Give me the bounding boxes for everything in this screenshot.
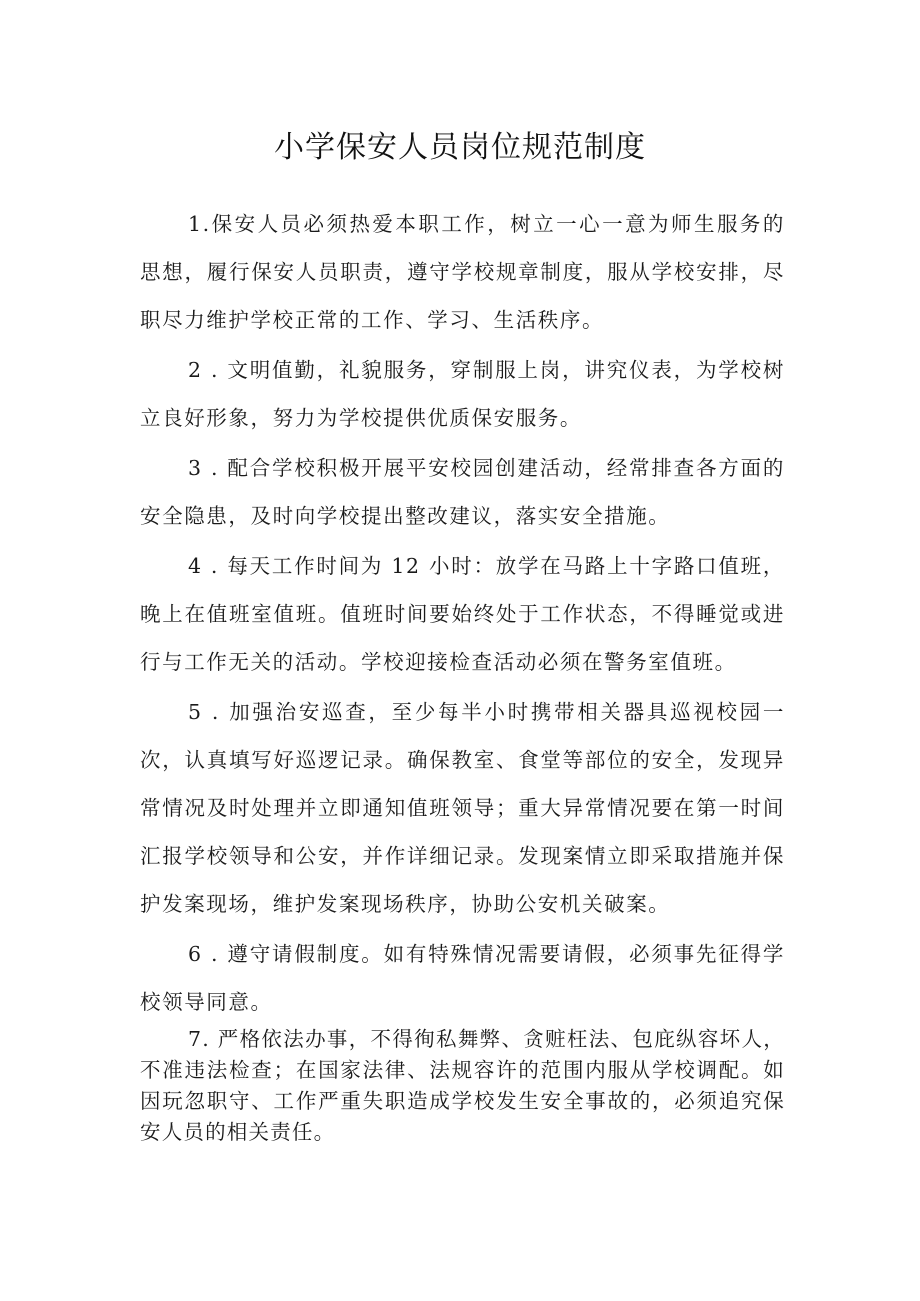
paragraph-6: 6 . 遵守请假制度。如有特殊情况需要请假，必须事先征得学校领导同意。 <box>140 942 785 1014</box>
document-title: 小学保安人员岗位规范制度 <box>274 130 646 165</box>
paragraph-1: 1.保安人员必须热爱本职工作，树立一心一意为师生服务的思想，履行保安人员职责，遵守学校规章制度，服从学校安排，尽职尽力维护学校正常的工作、学习、生活秩序。 <box>140 212 785 332</box>
paragraph-7: 7. 严格依法办事，不得徇私舞弊、贪赃枉法、包庇纵容坏人，不准违法检查；在国家法律、法规容许的范围内服从学校调配。如因玩忽职守、工作严重失职造成学校发生安全事故的，必须追究保安人员的相关责任。 <box>140 1027 785 1144</box>
paragraph-2: 2 . 文明值勤，礼貌服务，穿制服上岗，讲究仪表，为学校树立良好形象，努力为学校提供优质保安服务。 <box>140 358 785 430</box>
paragraph-5: 5 . 加强治安巡查，至少每半小时携带相关器具巡视校园一次，认真填写好巡逻记录。确保教室、食堂等部位的安全，发现异常情况及时处理并立即通知值班领导；重大异常情况要在第一时间汇报学校领导和公安，并作详细记录。发现案情立即采取措施并保护发案现场，维护发案现场秩序，协助公安机关破案。 <box>140 700 785 916</box>
paragraph-4: 4 . 每天工作时间为 12 小时：放学在马路上十字路口值班，晚上在值班室值班。值班时间要始终处于工作状态，不得睡觉或进行与工作无关的活动。学校迎接检查活动必须在警务室值班。 <box>140 554 785 674</box>
paragraph-3: 3 . 配合学校积极开展平安校园创建活动，经常排查各方面的安全隐患，及时向学校提出整改建议，落实安全措施。 <box>140 456 785 528</box>
